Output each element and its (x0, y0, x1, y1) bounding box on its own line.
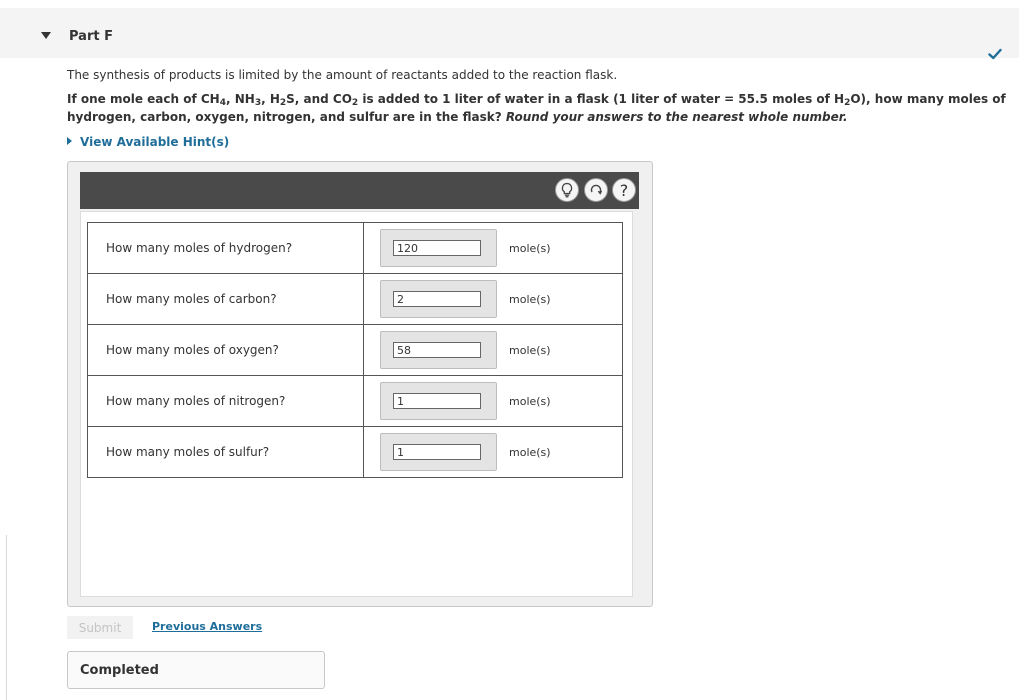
sulfur-input[interactable] (393, 444, 481, 460)
table-row (88, 325, 623, 376)
check-icon (988, 48, 1002, 60)
hydrogen-input[interactable] (393, 240, 481, 256)
hydrogen-question: How many moles of hydrogen? (106, 241, 293, 255)
answer-cell (364, 376, 623, 427)
question-cell (88, 427, 364, 478)
submit-button[interactable]: Submit (67, 616, 133, 639)
intro-text: The synthesis of products is limited by the amount of reactants added to the reaction flask. (67, 68, 618, 82)
answer-cell (364, 223, 623, 274)
carbon-input[interactable] (393, 291, 481, 307)
collapse-arrow-icon[interactable] (41, 32, 51, 39)
part-header[interactable] (0, 8, 1019, 58)
answer-box (380, 229, 497, 267)
answer-box (380, 331, 497, 369)
table-row (88, 223, 623, 274)
unit-label: mole(s) (509, 445, 551, 459)
answer-cell (364, 427, 623, 478)
question-instruction: Round your answers to the nearest whole number. (505, 110, 848, 124)
carbon-question: How many moles of carbon? (106, 292, 277, 306)
nitrogen-input[interactable] (393, 393, 481, 409)
question-cell (88, 325, 364, 376)
question-cell (88, 223, 364, 274)
expand-triangle-icon (67, 137, 72, 145)
view-hints-label: View Available Hint(s) (80, 135, 230, 149)
sulfur-question: How many moles of sulfur? (106, 445, 270, 459)
lightbulb-icon[interactable] (555, 178, 579, 202)
unit-label: mole(s) (509, 292, 551, 306)
unit-label: mole(s) (509, 343, 551, 357)
view-hints-link[interactable] (67, 135, 229, 149)
answer-cell (364, 274, 623, 325)
table-row (88, 427, 623, 478)
unit-label: mole(s) (509, 394, 551, 408)
reset-icon[interactable] (584, 178, 608, 202)
part-title: Part F (69, 29, 113, 44)
completed-status: Completed (67, 651, 325, 689)
nitrogen-question: How many moles of nitrogen? (106, 394, 286, 408)
question-cell (88, 376, 364, 427)
previous-answers-link[interactable]: Previous Answers (152, 620, 263, 633)
question-cell (88, 274, 364, 325)
unit-label: mole(s) (509, 241, 551, 255)
answer-box (380, 382, 497, 420)
table-row (88, 274, 623, 325)
question-text: If one mole each of $CH_4$, $NH_3$, $H_2S$, and $CO_2$ is added to 1 liter of water in a flask (1 liter of water = 55.5 moles of $H_2O$), how many moles of hydrogen, carbon, oxygen, nitrogen, and sulfur are in the flask? Round your answers to the nearest whole number. (67, 92, 1006, 124)
answer-toolbar (80, 172, 639, 209)
answer-table (87, 222, 623, 478)
oxygen-input[interactable] (393, 342, 481, 358)
help-icon[interactable]: ? (612, 178, 636, 202)
answer-box (380, 433, 497, 471)
answer-panel (67, 161, 653, 607)
page-left-border (6, 535, 7, 700)
answer-cell (364, 325, 623, 376)
table-row (88, 376, 623, 427)
oxygen-question: How many moles of oxygen? (106, 343, 279, 357)
answer-box (380, 280, 497, 318)
